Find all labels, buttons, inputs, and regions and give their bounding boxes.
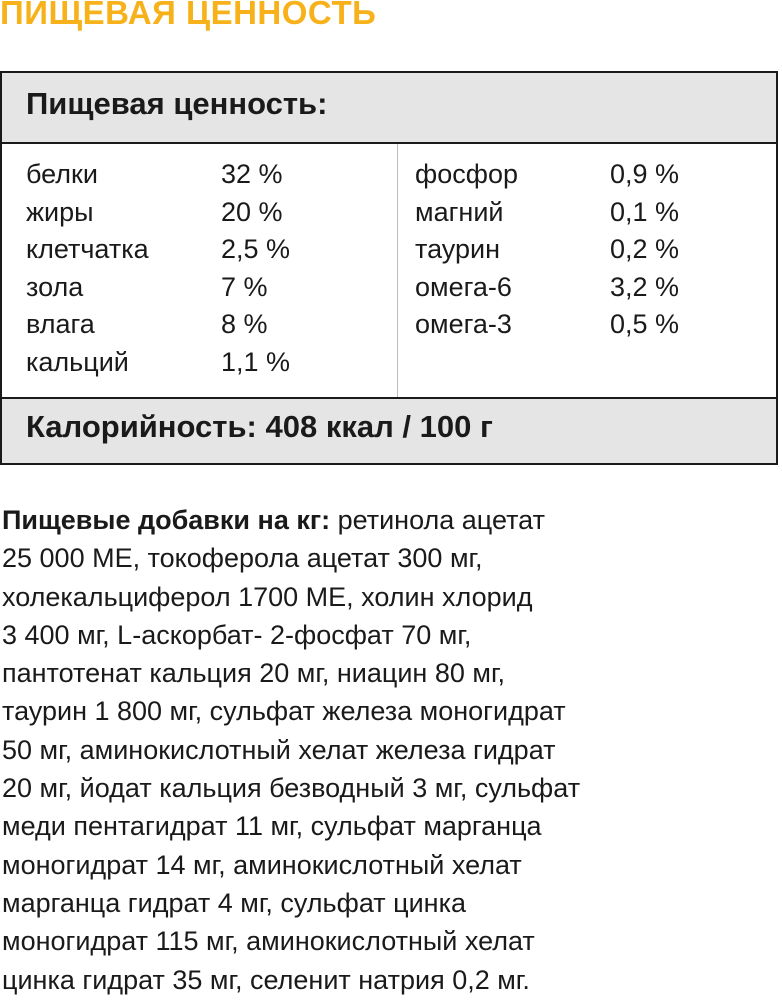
nutrition-table-body xyxy=(2,144,776,397)
nutrient-value: 0,9 % xyxy=(610,159,680,189)
nutrition-table xyxy=(0,71,778,465)
additives-line: холекальциферол 1700 МЕ, холин хлорид xyxy=(2,581,533,612)
additives-line: 20 мг, йодат кальция безводный 3 мг, сульфат xyxy=(2,773,581,804)
additives-line: 25 000 МЕ, токоферола ацетат 300 мг, xyxy=(2,543,483,574)
nutrition-table-header xyxy=(2,73,776,144)
nutrient-value: 0,2 % xyxy=(610,234,680,264)
nutrient-value: 8 % xyxy=(221,309,268,339)
additives-line: таурин 1 800 мг, сульфат железа моногидрат xyxy=(2,696,566,727)
nutrient-name: кальций xyxy=(26,346,129,377)
nutrition-table-title: Пищевая ценность: xyxy=(26,86,328,121)
nutrient-name: фосфор xyxy=(415,159,518,189)
additives-line: 50 мг, аминокислотный хелат железа гидрат xyxy=(2,734,556,765)
nutrient-name: таурин xyxy=(415,234,500,264)
nutrient-name: зола xyxy=(26,271,84,302)
additives-line: цинка гидрат 35 мг, селенит натрия 0,2 мг. xyxy=(2,964,530,995)
nutrient-name: омега-3 xyxy=(415,309,512,339)
nutrient-value: 1,1 % xyxy=(221,346,291,377)
nutrient-value: 3,2 % xyxy=(610,271,680,302)
nutrient-value: 0,5 % xyxy=(610,309,680,339)
nutrient-value: 0,1 % xyxy=(610,196,680,227)
nutrient-name: белки xyxy=(26,159,98,189)
additives-line: меди пентагидрат 11 мг, сульфат марганца xyxy=(2,811,542,842)
additives-paragraph xyxy=(2,501,778,999)
additives-line: моногидрат 115 мг, аминокислотный хелат xyxy=(2,926,535,957)
column-divider xyxy=(397,144,398,397)
nutrient-name: жиры xyxy=(26,196,94,227)
additives-line: пантотенат кальция 20 мг, ниацин 80 мг, xyxy=(2,658,505,689)
nutrient-name: омега-6 xyxy=(415,271,512,302)
calories-row xyxy=(2,397,776,463)
additives-text: ретинола ацетат xyxy=(330,505,545,535)
additives-line xyxy=(2,501,778,539)
nutrient-value: 7 % xyxy=(221,271,268,302)
nutrient-value: 32 % xyxy=(221,159,283,189)
additives-label: Пищевые добавки на кг: xyxy=(2,505,331,535)
nutrient-name: магний xyxy=(415,196,504,227)
nutrient-value: 20 % xyxy=(221,196,283,227)
additives-line: марганца гидрат 4 мг, сульфат цинка xyxy=(2,887,466,918)
additives-line: моногидрат 14 мг, аминокислотный хелат xyxy=(2,849,522,880)
nutrient-name: влага xyxy=(26,309,95,339)
calories-text: Калорийность: 408 ккал / 100 г xyxy=(26,409,493,444)
nutrient-name: клетчатка xyxy=(26,234,149,264)
page-title: ПИЩЕВАЯ ЦЕННОСТЬ xyxy=(0,0,377,31)
additives-line: 3 400 мг, L-аскорбат- 2-фосфат 70 мг, xyxy=(2,619,472,650)
nutrient-value: 2,5 % xyxy=(221,234,291,264)
